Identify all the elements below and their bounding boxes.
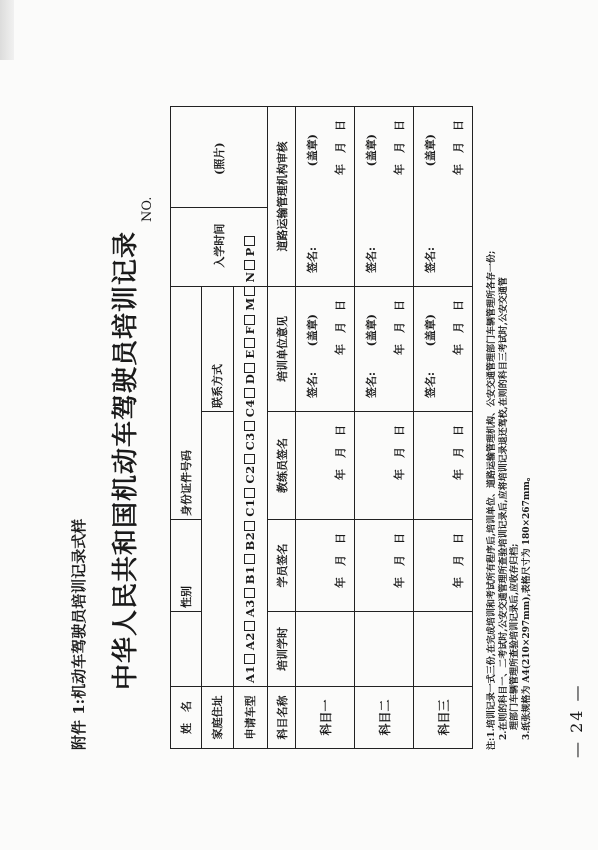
seal-label: (盖章) xyxy=(306,314,319,347)
date-label: 年 月 日 xyxy=(452,300,465,355)
date-label: 年 月 日 xyxy=(334,300,347,355)
checkbox[interactable] xyxy=(244,338,255,348)
signature-box xyxy=(296,290,354,408)
date-label: 年 月 日 xyxy=(334,425,347,480)
checkbox[interactable] xyxy=(244,315,255,325)
sign-label: 签名: xyxy=(306,246,319,273)
checkbox[interactable] xyxy=(244,488,255,498)
scan-artifact xyxy=(0,0,14,60)
footnote-line: 2.在则的科目一、二考试时,公安交通管理所查验培训记录后,应将培训记录退还驾校,在则的科目三考试时,公安交通管 xyxy=(498,277,509,740)
id-number-label: 身份证件号码 xyxy=(171,287,202,520)
vehicle-category-code: E xyxy=(243,349,258,359)
subject-header: 科目名称 xyxy=(268,687,296,749)
student-signature-cell[interactable] xyxy=(414,520,473,612)
vehicle-category-code: A3 xyxy=(243,599,258,618)
photo-label: (照片) xyxy=(213,142,226,175)
vehicle-category-code: D xyxy=(243,373,258,385)
footnote-line: 注:1.培训记录一式三份,在完成培训和考试所有程序后,培训单位、道路运输管理机构、公安交通管理部门车辆管理所各存一份; xyxy=(487,250,497,750)
signature-box xyxy=(355,290,413,408)
contact-label: 联系方式 xyxy=(202,287,233,412)
signature-box xyxy=(296,523,354,608)
seal-label: (盖章) xyxy=(424,314,437,347)
subject-row xyxy=(414,107,473,749)
signature-box xyxy=(296,110,354,283)
annex-title: 附件 1:机动车驾驶员培训记录式样 xyxy=(70,518,88,750)
sign-label: 签名: xyxy=(424,246,437,273)
vehicle-category-option xyxy=(243,450,257,483)
date-label: 年 月 日 xyxy=(452,425,465,480)
footnote-line: 3.纸张规格为 A4(210×297mm),表格尺寸为 180×267mm。 xyxy=(521,472,532,740)
signature-box xyxy=(414,523,472,608)
hours-header: 培训学时 xyxy=(268,612,296,687)
checkbox[interactable] xyxy=(244,421,255,431)
vehicle-category-option xyxy=(243,232,257,256)
signature-box xyxy=(414,290,472,408)
date-label: 年 月 日 xyxy=(393,120,406,175)
vehicle-category-option xyxy=(243,617,257,650)
vehicle-category-code: N xyxy=(243,271,258,283)
vehicle-category-option xyxy=(243,334,257,358)
seal-label: (盖章) xyxy=(424,134,437,167)
vehicle-category-code: A2 xyxy=(243,632,258,651)
gender-label: 性别 xyxy=(171,520,202,612)
vehicle-category-option xyxy=(243,384,257,417)
checkbox[interactable] xyxy=(244,236,255,246)
vehicle-category-option xyxy=(243,282,257,310)
vehicle-category-code: A1 xyxy=(243,665,258,683)
vehicle-category-code: C1 xyxy=(243,498,258,517)
seal-label: (盖章) xyxy=(365,314,378,347)
footnotes xyxy=(487,251,533,750)
signature-box xyxy=(355,110,413,283)
training-hours-field[interactable] xyxy=(414,612,473,687)
checkbox[interactable] xyxy=(244,554,255,564)
vehicle-category-code: C2 xyxy=(243,465,258,484)
authority-review-header: 道路运输管理机构审核 xyxy=(268,107,296,287)
vehicle-category-option xyxy=(243,417,257,450)
checkbox[interactable] xyxy=(244,521,255,531)
date-label: 年 月 日 xyxy=(452,120,465,175)
training-record-form xyxy=(170,106,473,749)
coach-signature-cell[interactable] xyxy=(355,412,414,520)
sign-label: 签名: xyxy=(424,371,437,398)
vehicle-category-option xyxy=(243,484,257,517)
signature-box xyxy=(414,110,472,283)
coach-signature-header: 教练员签名 xyxy=(268,412,296,520)
school-opinion-cell[interactable] xyxy=(414,287,473,412)
vehicle-category-code: M xyxy=(243,297,258,311)
vehicle-category-option xyxy=(243,256,257,282)
page-number: — 24 — xyxy=(567,683,586,758)
address-label: 家庭住址 xyxy=(202,687,233,749)
signature-box xyxy=(296,415,354,516)
checkbox[interactable] xyxy=(244,363,255,373)
training-hours-field[interactable] xyxy=(355,612,414,687)
school-opinion-header: 培训单位意见 xyxy=(268,287,296,412)
subject-row xyxy=(355,107,414,749)
seal-label: (盖章) xyxy=(365,134,378,167)
checkbox[interactable] xyxy=(244,454,255,464)
authority-review-cell[interactable] xyxy=(296,107,355,287)
vehicle-category-label: 申请车型 xyxy=(233,687,267,749)
date-label: 年 月 日 xyxy=(393,300,406,355)
name-label: 姓 名 xyxy=(171,687,202,749)
student-signature-cell[interactable] xyxy=(296,520,355,612)
vehicle-category-code: F xyxy=(243,325,258,335)
authority-review-cell[interactable] xyxy=(414,107,473,287)
vehicle-category-option xyxy=(243,359,257,384)
vehicle-category-option xyxy=(243,584,257,617)
vehicle-category-code: B2 xyxy=(243,531,258,551)
date-label: 年 月 日 xyxy=(393,533,406,588)
date-label: 年 月 日 xyxy=(334,120,347,175)
subject-name: 科目二 xyxy=(355,687,414,749)
enrollment-date-label: 入学时间 xyxy=(213,223,226,268)
checkbox[interactable] xyxy=(244,286,255,296)
authority-review-cell[interactable] xyxy=(355,107,414,287)
vehicle-category-option xyxy=(243,650,257,683)
student-signature-header: 学员签名 xyxy=(268,520,296,612)
student-signature-cell[interactable] xyxy=(355,520,414,612)
record-number-label: NO. xyxy=(140,196,155,222)
checkbox[interactable] xyxy=(244,260,255,270)
vehicle-category-code: C3 xyxy=(243,432,258,451)
footnote-line: 理部门车辆管理所查验培训记录后,应收存归档; xyxy=(510,543,520,730)
date-label: 年 月 日 xyxy=(452,533,465,588)
sign-label: 签名: xyxy=(306,371,319,398)
seal-label: (盖章) xyxy=(306,134,319,167)
signature-box xyxy=(414,415,472,516)
vehicle-category-option xyxy=(243,550,257,584)
document-title: 中华人民共和国机动车驾驶员培训记录 xyxy=(111,230,141,690)
checkbox[interactable] xyxy=(244,621,255,631)
photo-cell xyxy=(171,110,267,207)
signature-box xyxy=(355,415,413,516)
school-opinion-cell[interactable] xyxy=(355,287,414,412)
sign-label: 签名: xyxy=(365,246,378,273)
checkbox[interactable] xyxy=(244,654,255,664)
date-label: 年 月 日 xyxy=(393,425,406,480)
training-hours-field[interactable] xyxy=(296,612,355,687)
signature-box xyxy=(355,523,413,608)
vehicle-category-option xyxy=(243,517,257,551)
subject-name: 科目三 xyxy=(414,687,473,749)
coach-signature-cell[interactable] xyxy=(296,412,355,520)
vehicle-category-options xyxy=(233,247,267,687)
coach-signature-cell[interactable] xyxy=(414,412,473,520)
checkbox[interactable] xyxy=(244,388,255,398)
school-opinion-cell[interactable] xyxy=(296,287,355,412)
subject-row xyxy=(296,107,355,749)
sign-label: 签名: xyxy=(365,371,378,398)
vehicle-category-code: P xyxy=(243,247,258,257)
vehicle-category-code: B1 xyxy=(243,565,258,585)
date-label: 年 月 日 xyxy=(334,533,347,588)
subject-name: 科目一 xyxy=(296,687,355,749)
vehicle-category-code: C4 xyxy=(243,399,258,418)
vehicle-category-option xyxy=(243,311,257,335)
address-field[interactable] xyxy=(202,412,233,687)
checkbox[interactable] xyxy=(244,588,255,598)
name-field[interactable] xyxy=(171,612,202,687)
